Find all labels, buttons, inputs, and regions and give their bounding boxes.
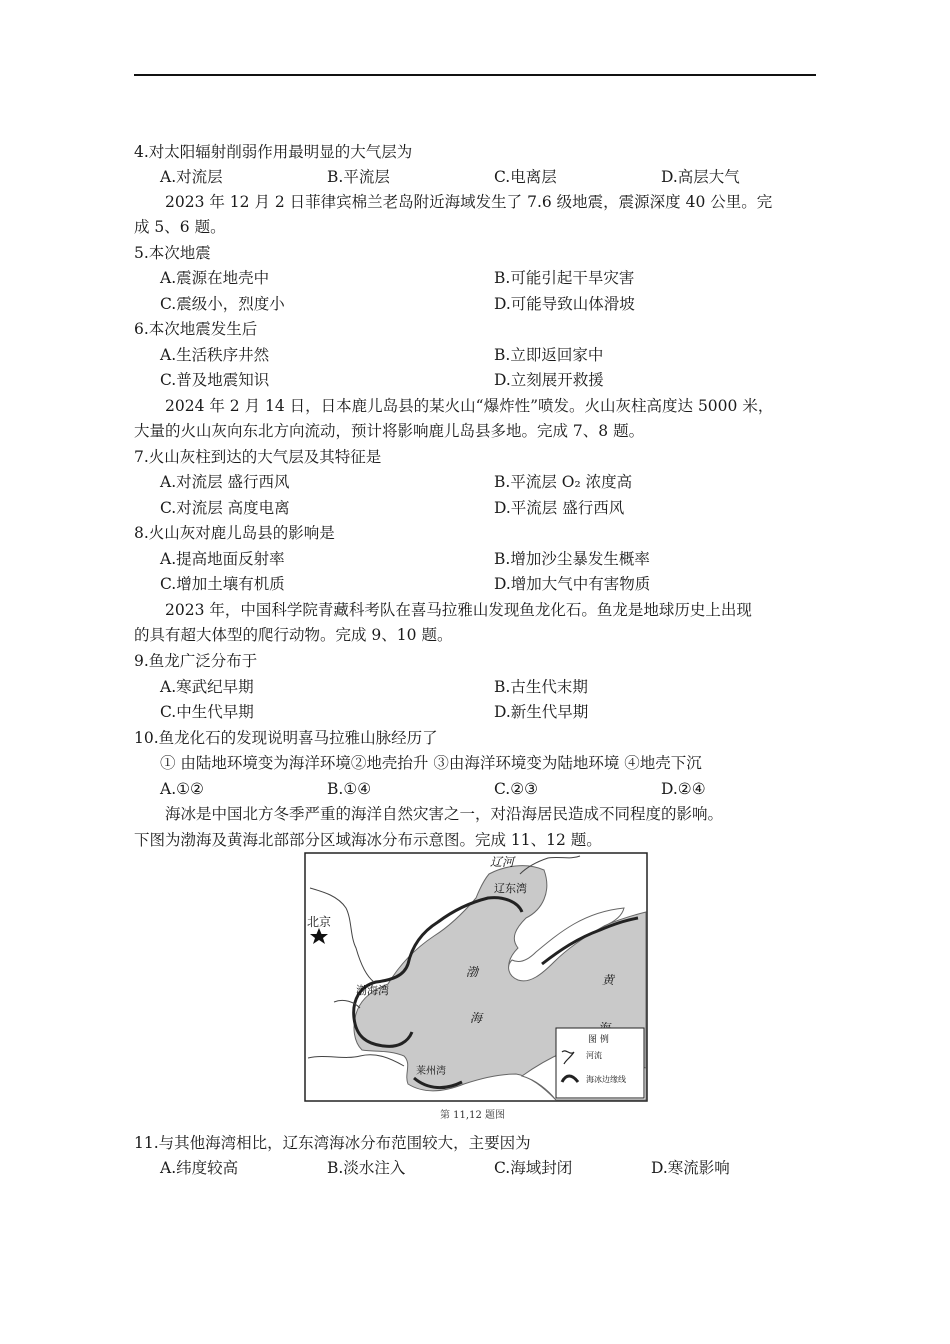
q4-option-a: A.对流层: [160, 168, 223, 186]
q8-option-a: A.提高地面反射率: [160, 550, 285, 568]
q5-option-c: C.震级小，烈度小: [160, 295, 285, 313]
passage-2-line1: 2024 年 2 月 14 日，日本鹿儿岛县的某火山“爆炸性”喷发。火山灰柱高度达 5000 米，: [165, 397, 774, 415]
header-rule: [134, 74, 816, 76]
q4-stem: 4.对太阳辐射削弱作用最明显的大气层为: [134, 143, 413, 161]
passage-1-line2: 成 5、6 题。: [134, 218, 226, 236]
q5-option-a: A.震源在地壳中: [160, 269, 270, 287]
q10-option-d: D.②④: [661, 780, 706, 798]
passage-3-line1: 2023 年，中国科学院青藏科考队在喜马拉雅山发现鱼龙化石。鱼龙是地球历史上出现: [165, 601, 752, 619]
passage-2-line2: 大量的火山灰向东北方向流动，预计将影响鹿儿岛县多地。完成 7、8 题。: [134, 422, 645, 440]
q6-option-d: D.立刻展开救援: [494, 371, 604, 389]
label-beijing: 北京: [307, 915, 332, 929]
q7-option-b: B.平流层 O₂ 浓度高: [494, 473, 633, 491]
q5-stem: 5.本次地震: [134, 244, 211, 262]
q10-items: ① 由陆地环境变为海洋环境②地壳抬升 ③由海洋环境变为陆地环境 ④地壳下沉: [160, 754, 702, 772]
label-hai: 海: [470, 1011, 483, 1025]
legend-title: 图 例: [588, 1035, 609, 1045]
q10-stem: 10.鱼龙化石的发现说明喜马拉雅山脉经历了: [134, 729, 438, 747]
passage-3-line2: 的具有超大体型的爬行动物。完成 9、10 题。: [134, 626, 453, 644]
label-bo: 渤: [466, 965, 479, 979]
q8-option-c: C.增加土壤有机质: [160, 575, 285, 593]
q5-option-b: B.可能引起干旱灾害: [494, 269, 635, 287]
q8-stem: 8.火山灰对鹿儿岛县的影响是: [134, 524, 335, 542]
q7-option-d: D.平流层 盛行西风: [494, 499, 625, 517]
passage-4-line1: 海冰是中国北方冬季严重的海洋自然灾害之一，对沿海居民造成不同程度的影响。: [165, 805, 724, 823]
q9-option-b: B.古生代末期: [494, 678, 588, 696]
label-bohaiwan: 渤海湾: [356, 984, 389, 997]
q4-option-d: D.高层大气: [661, 168, 740, 186]
q10-option-b: B.①④: [327, 780, 372, 798]
q6-stem: 6.本次地震发生后: [134, 320, 258, 338]
legend-river: 河流: [586, 1051, 602, 1060]
label-liaodongwan: 辽东湾: [494, 882, 527, 895]
q4-option-c: C.电离层: [494, 168, 557, 186]
q9-option-a: A.寒武纪早期: [160, 678, 254, 696]
q8-option-d: D.增加大气中有害物质: [494, 575, 651, 593]
q6-option-a: A.生活秩序井然: [160, 346, 270, 364]
q11-stem: 11.与其他海湾相比，辽东湾海冰分布范围较大，主要因为: [134, 1134, 531, 1152]
q10-option-c: C.②③: [494, 780, 539, 798]
passage-4-line2: 下图为渤海及黄海北部部分区域海冰分布示意图。完成 11、12 题。: [134, 831, 602, 849]
q11-option-a: A.纬度较高: [160, 1159, 239, 1177]
q10-option-a: A.①②: [160, 780, 204, 798]
label-laizhouwan: 莱州湾: [416, 1066, 446, 1077]
label-huang: 黄: [602, 973, 615, 987]
bohai-sea-ice-map: [304, 852, 648, 1124]
passage-1-line1: 2023 年 12 月 2 日菲律宾棉兰老岛附近海域发生了 7.6 级地震，震源深度 40 公里。完: [165, 193, 773, 211]
q6-option-b: B.立即返回家中: [494, 346, 604, 364]
q6-option-c: C.普及地震知识: [160, 371, 270, 389]
q9-stem: 9.鱼龙广泛分布于: [134, 652, 258, 670]
q11-option-c: C.海域封闭: [494, 1159, 573, 1177]
q7-stem: 7.火山灰柱到达的大气层及其特征是: [134, 448, 382, 466]
q8-option-b: B.增加沙尘暴发生概率: [494, 550, 650, 568]
q11-option-d: D.寒流影响: [651, 1159, 730, 1177]
q9-option-d: D.新生代早期: [494, 703, 589, 721]
q7-option-a: A.对流层 盛行西风: [160, 473, 290, 491]
q5-option-d: D.可能导致山体滑坡: [494, 295, 635, 313]
legend-ice: 海冰边缘线: [586, 1075, 626, 1084]
q11-option-b: B.淡水注入: [327, 1159, 406, 1177]
q9-option-c: C.中生代早期: [160, 703, 254, 721]
map-caption: 第 11,12 题图: [440, 1110, 505, 1121]
q4-option-b: B.平流层: [327, 168, 390, 186]
q7-option-c: C.对流层 高度电离: [160, 499, 290, 517]
label-liaohe: 辽河: [490, 855, 515, 869]
